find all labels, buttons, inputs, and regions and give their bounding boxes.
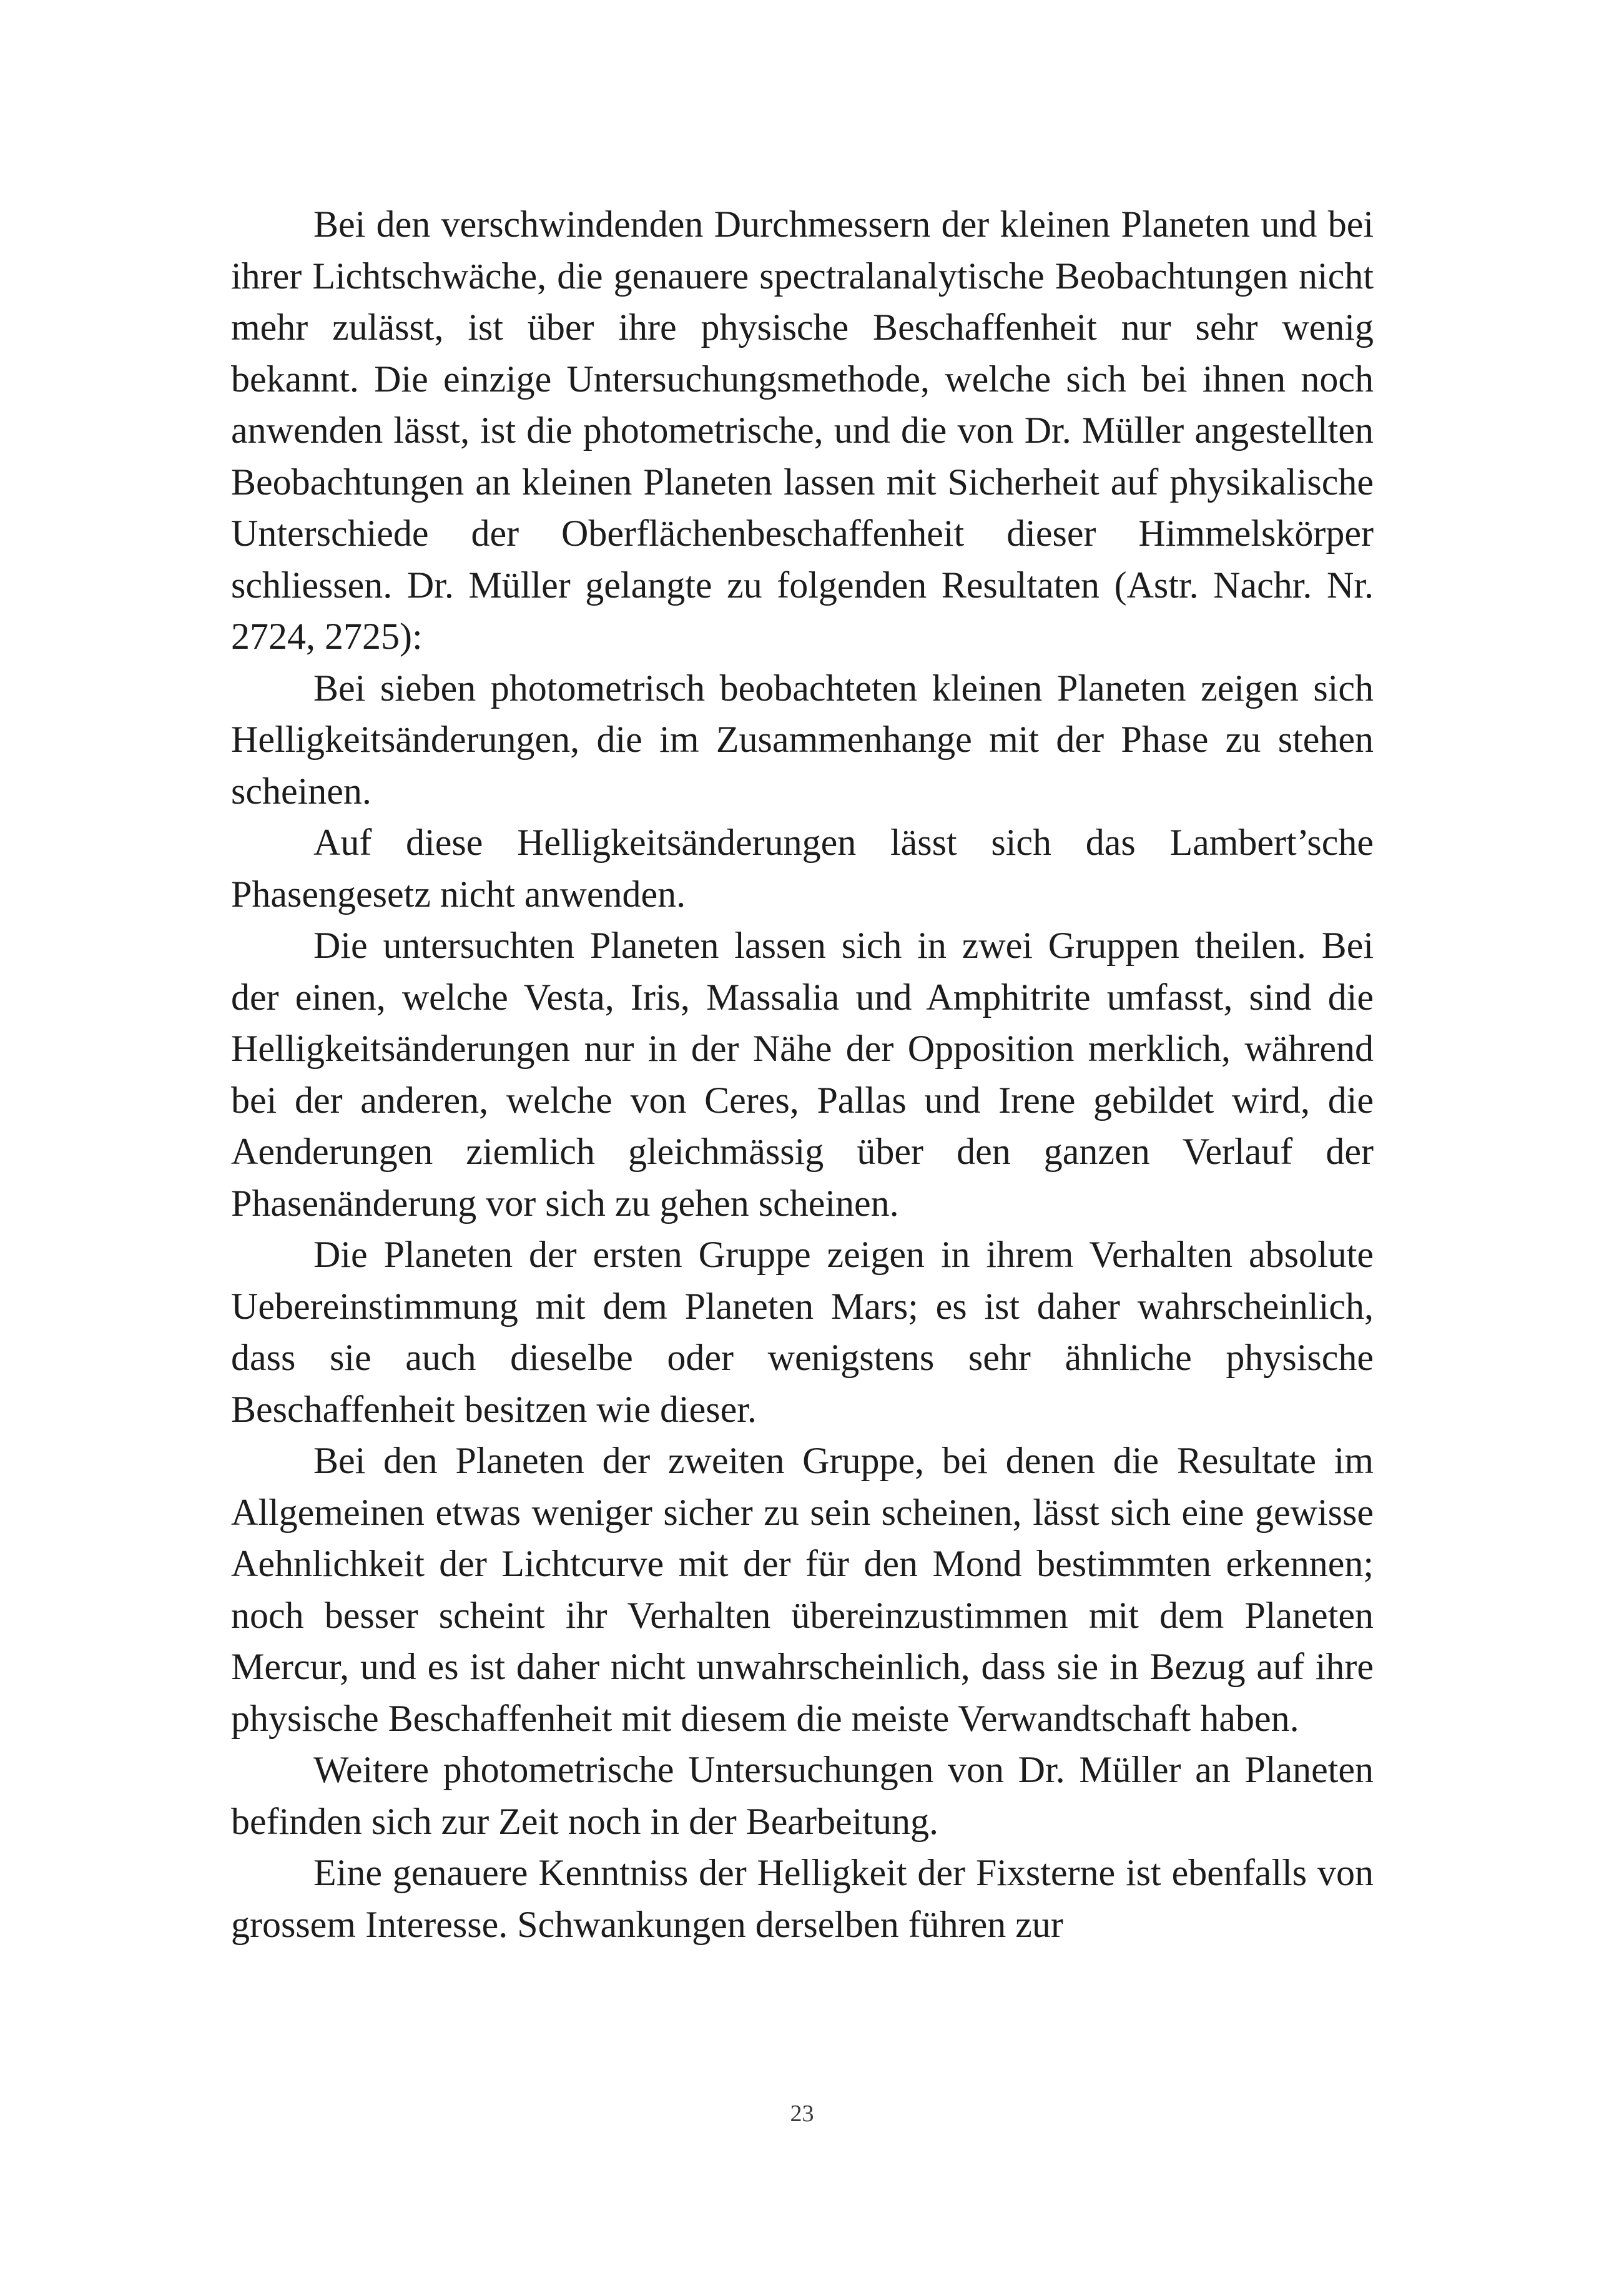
- paragraph-result-lambert-law: Auf diese Helligkeitsänderungen lässt sich das Lambert’sche Phasengesetz nicht anwenden.: [231, 822, 1374, 915]
- page-number: 23: [790, 2101, 814, 2127]
- paragraph-physical-nature: Bei den verschwindenden Durchmessern der kleinen Planeten und bei ihrer Lichtschwäche, die genauere spectralanalytische Beobachtungen nicht mehr zulässt, ist über ihre physische Beschaffenheit nur sehr wenig bekannt. Die einzige Untersuchungsmethode, welche sich bei ihnen noch anwenden lässt, ist die photometrische, und die von Dr. Müller angestellten Beobachtungen an kleinen Planeten lassen mit Sicherheit auf physikalische Unterschiede der Oberflächenbeschaffenheit dieser Himmelskörper schliessen. Dr. Müller gelangte zu folgenden Resultaten (Astr. Nachr. Nr. 2724, 2725):: [231, 204, 1374, 657]
- paragraph-result-two-groups: Die untersuchten Planeten lassen sich in zwei Gruppen theilen. Bei der einen, welche Vesta, Iris, Massalia und Amphitrite umfasst, sind die Helligkeitsänderungen nur in der Nähe der Opposition merklich, während bei der anderen, welche von Ceres, Pallas und Irene gebildet wird, die Aenderungen ziemlich gleichmässig über den ganzen Verlauf der Phasenänderung vor sich zu gehen scheinen.: [231, 925, 1374, 1224]
- paragraph-fixed-stars: Eine genauere Kenntniss der Helligkeit der Fixsterne ist ebenfalls von grossem Interesse. Schwankungen derselben führen zur: [231, 1852, 1374, 1945]
- paragraph-result-second-group: Bei den Planeten der zweiten Gruppe, bei denen die Resultate im Allgemeinen etwas weniger sicher zu sein scheinen, lässt sich eine gewisse Aehnlichkeit der Lichtcurve mit der für den Mond bestimmten erkennen; noch besser scheint ihr Verhalten übereinzustimmen mit dem Planeten Mercur, und es ist daher nicht unwahrscheinlich, dass sie in Bezug auf ihre physische Beschaffenheit mit diesem die meiste Verwandtschaft haben.: [231, 1440, 1374, 1739]
- body-text: [231, 199, 1374, 1950]
- paragraph-further-investigations: Weitere photometrische Untersuchungen von Dr. Müller an Planeten befinden sich zur Zeit noch in der Bearbeitung.: [231, 1749, 1374, 1842]
- paragraph-result-first-group: Die Planeten der ersten Gruppe zeigen in ihrem Verhalten absolute Uebereinstimmung mit dem Planeten Mars; es ist daher wahrscheinlich, dass sie auch dieselbe oder wenigstens sehr ähnliche physische Beschaffenheit besitzen wie dieser.: [231, 1234, 1374, 1430]
- paragraph-result-brightness-changes: Bei sieben photometrisch beobachteten kleinen Planeten zeigen sich Helligkeitsänderungen, die im Zusammenhange mit der Phase zu stehen scheinen.: [231, 667, 1374, 812]
